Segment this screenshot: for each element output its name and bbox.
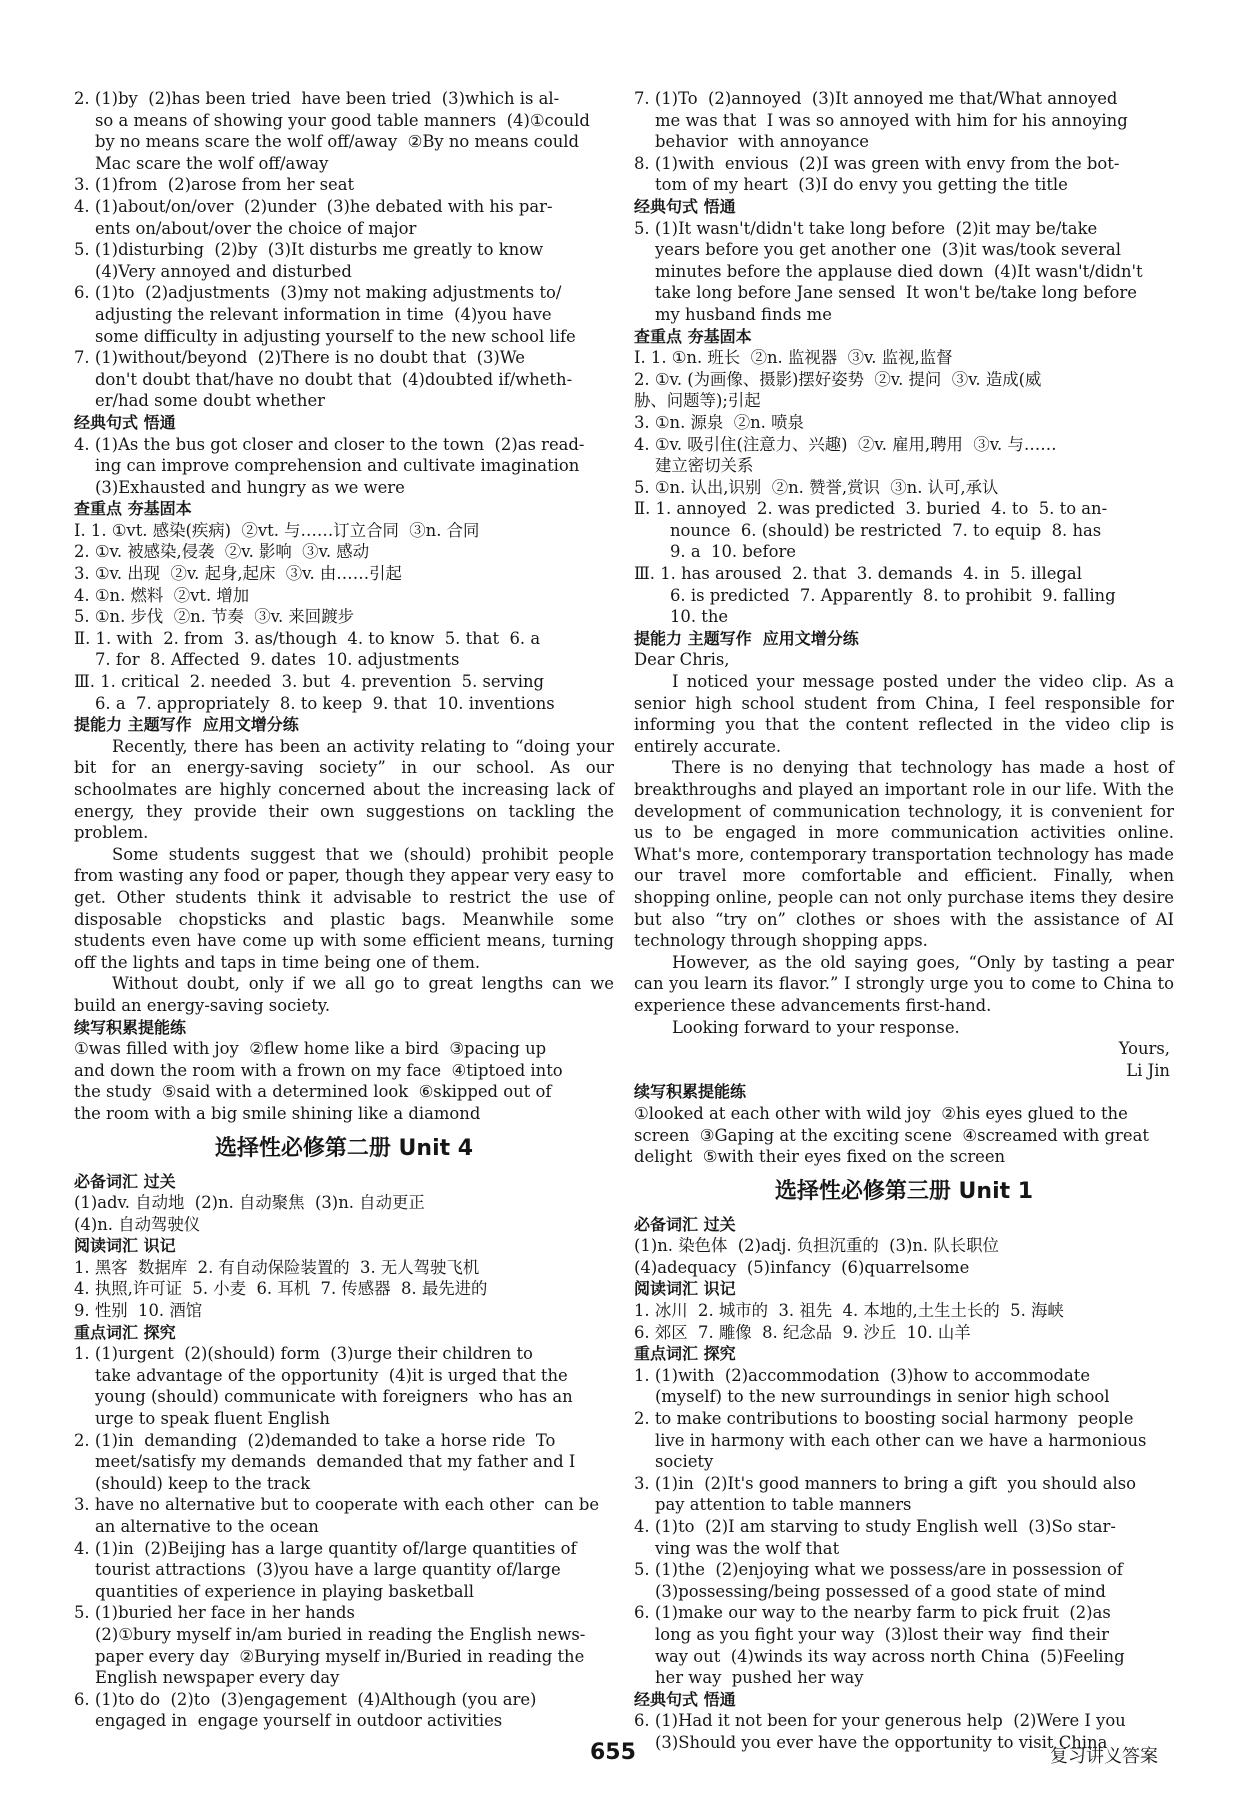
unit-title-book3-unit1: 选择性必修第三册 Unit 1 (774, 1178, 1034, 1204)
answer-line: delight ⑤with their eyes fixed on the screen (634, 1147, 1006, 1167)
answer-line: (3)Exhausted and hungry as we were (95, 477, 405, 497)
answer-line: 4. (1)about/on/over (2)under (3)he debated with his par- (74, 196, 553, 216)
section-heading: 提能力 主题写作 应用文增分练 (634, 628, 859, 648)
answer-line: (4)adequacy (5)infancy (6)quarrelsome (634, 1257, 970, 1277)
unit4-answers (74, 1171, 614, 1732)
answer-line: Ⅰ. 1. ①n. 班长 ②n. 监视器 ③v. 监视,监督 (634, 348, 953, 368)
letter (634, 671, 1174, 1038)
continuation-writing-right (634, 1081, 1174, 1167)
section-heading: 重点词汇 探究 (634, 1344, 736, 1364)
answer-line: some difficulty in adjusting yourself to the new school life (95, 326, 576, 346)
answer-line: her way pushed her way (655, 1668, 864, 1688)
answer-line: take advantage of the opportunity (4)it is urged that the (95, 1365, 568, 1385)
answer-line: 2. (1)by (2)has been tried have been tried (3)which is al- (74, 89, 560, 108)
answer-line: (should) keep to the track (95, 1473, 311, 1493)
section-heading: 必备词汇 过关 (74, 1171, 176, 1191)
answer-line: 5. (1)the (2)enjoying what we possess/are in possession of (634, 1560, 1123, 1580)
answer-line: 7. (1)without/beyond (2)There is no doubt that (3)We (74, 348, 526, 368)
answer-line: 8. (1)with envious (2)I was green with envy from the bot- (634, 153, 1120, 173)
right-column (634, 88, 1174, 1754)
answer-line: Dear Chris, (634, 650, 730, 670)
answer-line: my husband finds me (655, 304, 832, 324)
letter-signature: Li Jin (1126, 1060, 1170, 1080)
paragraph: Looking forward to your response. (672, 1017, 960, 1037)
answer-line: 6. is predicted 7. Apparently 8. to prohibit 9. falling (670, 585, 1116, 605)
answer-line: 6. 郊区 7. 雕像 8. 纪念品 9. 沙丘 10. 山羊 (634, 1322, 971, 1342)
answer-line: 2. (1)in demanding (2)demanded to take a horse ride To (74, 1430, 556, 1450)
answer-line: minutes before the applause died down (4)It wasn't/didn't (655, 261, 1143, 281)
answer-line: 建立密切关系 (655, 456, 754, 476)
answer-line: so a means of showing your good table manners (4)①could (95, 110, 590, 130)
answer-line: adjusting the relevant information in time (4)you have (95, 304, 552, 324)
paragraph: Some students suggest that we (should) prohibit people from wasting any food or paper, though they appear very easy to get. Other students think it advisable to restrict the use of disposable chopsticks and plastic bags. Meanwhile some students even have come up with some efficient means, turning off the lights and taps in time being one of them. (74, 844, 614, 972)
answer-line: nounce 6. (should) be restricted 7. to equip 8. has (670, 520, 1102, 540)
paragraph: I noticed your message posted under the video clip. As a senior high school student from China, I feel responsible for informing you that the content reflected in the video clip is entirely accurate. (634, 672, 1174, 756)
right-answers (634, 88, 1174, 671)
answer-line: 1. 黑客 数据库 2. 有自动保险装置的 3. 无人驾驶飞机 (74, 1257, 480, 1277)
answer-line: behavior with annoyance (655, 132, 869, 152)
answer-line: Ⅱ. 1. annoyed 2. was predicted 3. buried 4. to 5. to an- (634, 499, 1108, 519)
section-heading: 经典句式 悟通 (634, 196, 736, 216)
section-heading: 查重点 夯基固本 (634, 326, 752, 346)
section-heading: 重点词汇 探究 (74, 1322, 176, 1342)
section-heading: 提能力 主题写作 应用文增分练 (74, 715, 299, 735)
answer-line: Ⅲ. 1. critical 2. needed 3. but 4. prevention 5. serving (74, 672, 544, 692)
answer-line: English newspaper every day (95, 1668, 340, 1688)
paragraph: Recently, there has been an activity relating to “doing your bit for an energy-saving society” in our school. As our schoolmates are highly concerned about the increasing lack of energy, they provide their own suggestions on tackling the problem. (74, 736, 614, 843)
answer-line: 6. (1)make our way to the nearby farm to pick fruit (2)as (634, 1603, 1111, 1623)
answer-line: Mac scare the wolf off/away (95, 153, 329, 173)
answer-line: 7. (1)To (2)annoyed (3)It annoyed me that/What annoyed (634, 89, 1118, 108)
answer-line: Ⅲ. 1. has aroused 2. that 3. demands 4. in 5. illegal (634, 564, 1082, 584)
answer-line: quantities of experience in playing basketball (95, 1581, 474, 1601)
answer-line: 10. the (670, 607, 729, 627)
answer-line: 4. ①n. 燃料 ②vt. 增加 (74, 585, 250, 605)
answer-line: ①was filled with joy ②flew home like a bird ③pacing up (74, 1039, 547, 1059)
section-heading: 阅读词汇 识记 (74, 1236, 176, 1256)
answer-line: and down the room with a frown on my face ④tiptoed into (74, 1060, 563, 1080)
answer-line: 5. (1)It wasn't/didn't take long before (2)it may be/take (634, 218, 1098, 238)
answer-line: 4. ①v. 吸引住(注意力、兴趣) ②v. 雇用,聘用 ③v. 与…… (634, 434, 1057, 454)
paragraph: Without doubt, only if we all go to great lengths can we build an energy-saving society. (74, 974, 614, 1015)
answer-line: 胁、问题等);引起 (634, 391, 761, 411)
answer-line: screen ③Gaping at the exciting scene ④screamed with great (634, 1125, 1149, 1145)
continuation-writing (74, 1017, 614, 1125)
answer-line: (3)Should you ever have the opportunity to visit China (655, 1732, 1108, 1752)
answer-line: 5. ①n. 步伐 ②n. 节奏 ③v. 来回踱步 (74, 607, 354, 627)
answer-line: 7. for 8. Affected 9. dates 10. adjustments (95, 650, 460, 670)
answer-line: 5. (1)buried her face in her hands (74, 1603, 355, 1623)
answer-line: engaged in engage yourself in outdoor activities (95, 1711, 503, 1731)
unit1-answers (634, 1214, 1174, 1754)
answer-line: (2)①bury myself in/am buried in reading the English news- (95, 1624, 586, 1644)
answer-line: Ⅱ. 1. with 2. from 3. as/though 4. to know 5. that 6. a (74, 628, 541, 648)
answer-line: (3)possessing/being possessed of a good state of mind (655, 1581, 1106, 1601)
answer-line: (4)Very annoyed and disturbed (95, 261, 352, 281)
answer-line: the study ⑤said with a determined look ⑥skipped out of (74, 1082, 552, 1102)
answer-line: young (should) communicate with foreigners who has an (95, 1387, 573, 1407)
answer-line: society (655, 1452, 714, 1472)
answer-line: 4. 执照,许可证 5. 小麦 6. 耳机 7. 传感器 8. 最先进的 (74, 1279, 488, 1299)
unit-title-book2-unit4: 选择性必修第二册 Unit 4 (214, 1135, 474, 1161)
answer-line: 2. ①v. (为画像、摄影)摆好姿势 ②v. 提问 ③v. 造成(威 (634, 369, 1042, 389)
section-heading: 阅读词汇 识记 (634, 1279, 736, 1299)
answer-line: ents on/about/over the choice of major (95, 218, 417, 238)
answer-line: 1. (1)urgent (2)(should) form (3)urge their children to (74, 1344, 533, 1364)
answer-line: 6. (1)to (2)adjustments (3)my not making adjustments to/ (74, 283, 562, 303)
answer-line: (1)n. 染色体 (2)adj. 负担沉重的 (3)n. 队长职位 (634, 1236, 999, 1256)
answer-line: an alternative to the ocean (95, 1517, 319, 1536)
answer-line: take long before Jane sensed It won't be/take long before (655, 283, 1137, 303)
answer-line: 5. (1)disturbing (2)by (3)It disturbs me greatly to know (74, 240, 544, 260)
left-answers (74, 88, 614, 736)
answer-line: don't doubt that/have no doubt that (4)doubted if/wheth- (95, 369, 573, 389)
answer-line: (1)adv. 自动地 (2)n. 自动聚焦 (3)n. 自动更正 (74, 1193, 425, 1213)
answer-line: 3. ①v. 出现 ②v. 起身,起床 ③v. 由……引起 (74, 564, 402, 584)
answer-line: 6. a 7. appropriately 8. to keep 9. that 10. inventions (95, 693, 555, 713)
section-heading: 经典句式 悟通 (74, 412, 176, 432)
section-heading: 续写积累提能练 (74, 1017, 187, 1037)
answer-line: me was that I was so annoyed with him for his annoying (655, 110, 1128, 130)
answer-line: meet/satisfy my demands demanded that my father and I (95, 1452, 576, 1472)
answer-line: 3. ①n. 源泉 ②n. 喷泉 (634, 412, 804, 432)
answer-line: ving was the wolf that (655, 1538, 840, 1558)
answer-line: the room with a big smile shining like a diamond (74, 1103, 481, 1123)
paragraph: However, as the old saying goes, “Only by tasting a pear can you learn its flavor.” I strongly urge you to come to China to experience these advancements first-hand. (634, 952, 1174, 1015)
answer-line: 6. (1)Had it not been for your generous help (2)Were I you (634, 1711, 1126, 1731)
section-heading: 续写积累提能练 (634, 1082, 747, 1102)
answer-line: years before you get another one (3)it was/took several (655, 240, 1121, 260)
answer-line: 3. (1)in (2)It's good manners to bring a gift you should also (634, 1473, 1137, 1493)
answer-line: tom of my heart (3)I do envy you getting the title (655, 175, 1068, 195)
answer-line: (4)n. 自动驾驶仪 (74, 1214, 201, 1234)
answer-line: long as you fight your way (3)lost their way find their (655, 1624, 1109, 1644)
letter-sign-off: Yours, (1118, 1039, 1170, 1059)
answer-line: 6. (1)to do (2)to (3)engagement (4)Although (you are) (74, 1689, 537, 1709)
answer-line: 2. ①v. 被感染,侵袭 ②v. 影响 ③v. 感动 (74, 542, 370, 562)
paragraph: There is no denying that technology has made a host of breakthroughs and played an important role in our life. With the development of communication technology, it is convenient for us to be engaged in more communication activities online. What's more, contemporary transportation technology has made our travel more comfortable and efficient. Finally, when shopping online, people can not only purchase items they desire but also “try on” clothes or shoes with the assistance of AI technology through shopping apps. (634, 758, 1174, 951)
answer-line: 3. have no alternative but to cooperate with each other can be (74, 1495, 600, 1515)
essay (74, 736, 614, 1017)
answer-line: ①looked at each other with wild joy ②his eyes glued to the (634, 1103, 1128, 1123)
answer-line: live in harmony with each other can we have a harmonious (655, 1430, 1147, 1450)
section-heading: 必备词汇 过关 (634, 1214, 736, 1234)
answer-line: 4. (1)As the bus got closer and closer to the town (2)as read- (74, 434, 585, 454)
answer-line: 3. (1)from (2)arose from her seat (74, 175, 355, 195)
answer-line: urge to speak fluent English (95, 1409, 330, 1429)
answer-line: 5. ①n. 认出,识别 ②n. 赞誉,赏识 ③n. 认可,承认 (634, 477, 999, 497)
answer-line: paper every day ②Burying myself in/Buried in reading the (95, 1646, 585, 1666)
footer-label: 复习讲义答案 (1050, 1746, 1158, 1767)
answer-line: pay attention to table manners (655, 1495, 912, 1515)
page-number: 655 (590, 1740, 636, 1765)
answer-line: 4. (1)to (2)I am starving to study English well (3)So star- (634, 1517, 1116, 1536)
answer-line: tourist attractions (3)you have a large quantity of/large (95, 1560, 561, 1580)
section-heading: 查重点 夯基固本 (74, 499, 192, 519)
answer-line: 9. 性别 10. 酒馆 (74, 1301, 203, 1321)
left-column (74, 88, 614, 1732)
answer-line: 9. a 10. before (670, 542, 796, 562)
answer-line: Ⅰ. 1. ①vt. 感染(疾病) ②vt. 与……订立合同 ③n. 合同 (74, 520, 480, 540)
answer-line: er/had some doubt whether (95, 391, 325, 411)
answer-line: by no means scare the wolf off/away ②By no means could (95, 132, 580, 152)
answer-line: 1. (1)with (2)accommodation (3)how to accommodate (634, 1365, 1091, 1385)
answer-line: ing can improve comprehension and cultivate imagination (95, 456, 580, 476)
answer-line: 1. 冰川 2. 城市的 3. 祖先 4. 本地的,土生土长的 5. 海峡 (634, 1301, 1064, 1321)
section-heading: 经典句式 悟通 (634, 1689, 736, 1709)
answer-line: 2. to make contributions to boosting social harmony people (634, 1409, 1134, 1429)
answer-line: way out (4)winds its way across north China (5)Feeling (655, 1646, 1125, 1666)
answer-line: 4. (1)in (2)Beijing has a large quantity of/large quantities of (74, 1538, 577, 1558)
answer-line: (myself) to the new surroundings in senior high school (655, 1387, 1110, 1407)
